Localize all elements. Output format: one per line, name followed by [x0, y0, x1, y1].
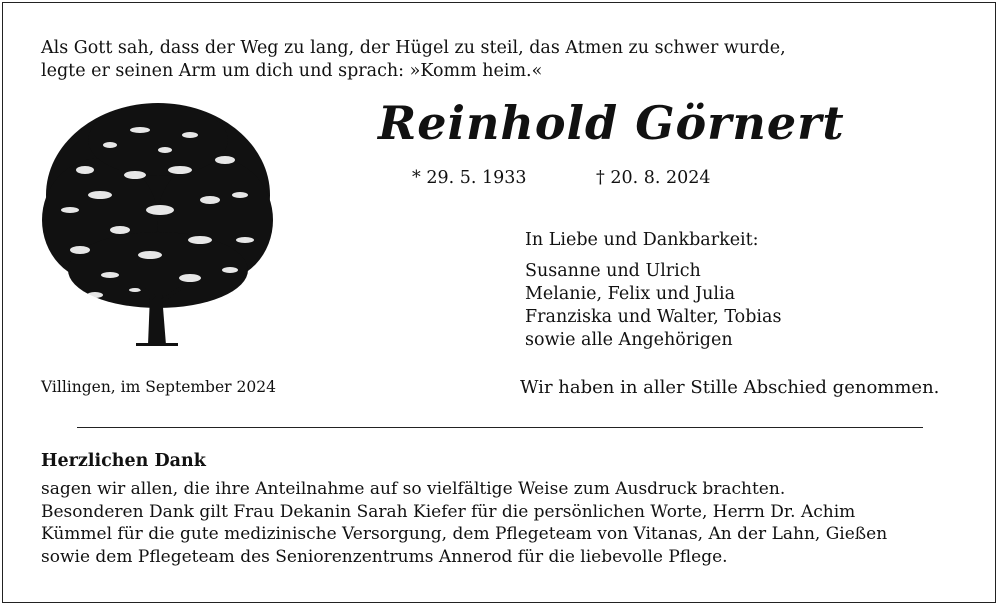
mourner-line: sowie alle Angehörigen	[525, 330, 733, 350]
thanks-line: Kümmel für die gute medizinische Versorgung, dem Pflegeteam von Vitanas, An der Lahn, Gießen	[41, 524, 888, 544]
deceased-name: Reinhold Görnert	[378, 96, 845, 150]
farewell-statement: Wir haben in aller Stille Abschied genommen.	[520, 377, 940, 398]
tree-icon	[40, 100, 275, 350]
death-date: † 20. 8. 2024	[596, 168, 711, 188]
divider	[77, 427, 923, 428]
place-date: Villingen, im September 2024	[41, 378, 276, 396]
thanks-line: Besonderen Dank gilt Frau Dekanin Sarah Kiefer für die persönlichen Worte, Herrn Dr. Achim	[41, 501, 856, 522]
poem	[41, 37, 786, 83]
thanks-heading: Herzlichen Dank	[41, 451, 206, 471]
mourner-line: Susanne und Ulrich	[525, 261, 701, 281]
mourners-intro: In Liebe und Dankbarkeit:	[525, 230, 759, 250]
mourners-block	[525, 229, 781, 352]
mourner-line: Melanie, Felix und Julia	[525, 284, 736, 304]
poem-line-2: legte er seinen Arm um dich und sprach: »Komm heim.«	[41, 61, 543, 81]
thanks-text	[41, 478, 887, 568]
thanks-line: sowie dem Pflegeteam des Seniorenzentrums Annerod für die liebevolle Pflege.	[41, 546, 728, 567]
poem-line-1: Als Gott sah, dass der Weg zu lang, der Hügel zu steil, das Atmen zu schwer wurde,	[41, 38, 786, 58]
mourner-line: Franziska und Walter, Tobias	[525, 307, 782, 327]
birth-date: * 29. 5. 1933	[412, 168, 527, 188]
thanks-line: sagen wir allen, die ihre Anteilnahme auf so vielfältige Weise zum Ausdruck brachten.	[41, 479, 786, 499]
